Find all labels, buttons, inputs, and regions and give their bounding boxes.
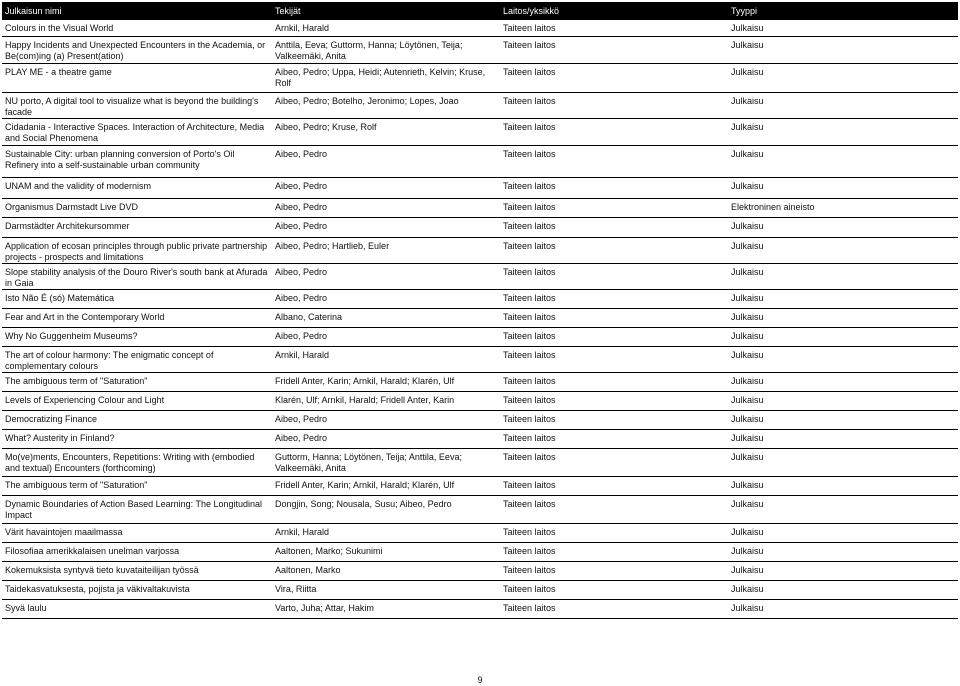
cell-type: Julkaisu [728, 391, 958, 410]
cell-department: Taiteen laitos [500, 263, 728, 289]
cell-department: Taiteen laitos [500, 346, 728, 372]
cell-type: Julkaisu [728, 410, 958, 429]
table-row [2, 145, 958, 177]
cell-authors: Aibeo, Pedro [272, 145, 500, 177]
cell-type: Julkaisu [728, 561, 958, 580]
cell-department: Taiteen laitos [500, 495, 728, 523]
cell-authors: Vira, Riitta [272, 580, 500, 599]
cell-department: Taiteen laitos [500, 145, 728, 177]
cell-authors: Varto, Juha; Attar, Hakim [272, 599, 500, 618]
column-header-type: Tyyppi [728, 2, 958, 20]
cell-department: Taiteen laitos [500, 410, 728, 429]
table-row [2, 580, 958, 599]
cell-department: Taiteen laitos [500, 391, 728, 410]
table-row [2, 308, 958, 327]
cell-authors: Guttorm, Hanna; Löytönen, Teija; Anttila, Eeva; Valkeemäki, Anita [272, 448, 500, 476]
cell-type: Julkaisu [728, 263, 958, 289]
cell-authors: Aibeo, Pedro; Uppa, Heidi; Autenrieth, Kelvin; Kruse, Rolf [272, 63, 500, 92]
column-header-title: Julkaisun nimi [2, 2, 272, 20]
cell-authors: Aaltonen, Marko [272, 561, 500, 580]
cell-title: Cidadania - Interactive Spaces. Interaction of Architecture, Media and Social Phenomena [2, 118, 272, 145]
cell-type: Julkaisu [728, 346, 958, 372]
cell-authors: Arnkil, Harald [272, 523, 500, 542]
column-header-authors: Tekijät [272, 2, 500, 20]
cell-type: Julkaisu [728, 145, 958, 177]
cell-department: Taiteen laitos [500, 177, 728, 198]
cell-title: Levels of Experiencing Colour and Light [2, 391, 272, 410]
table-row [2, 410, 958, 429]
cell-authors: Klarén, Ulf; Arnkil, Harald; Fridell Anter, Karin [272, 391, 500, 410]
cell-department: Taiteen laitos [500, 63, 728, 92]
cell-authors: Aibeo, Pedro [272, 177, 500, 198]
cell-title: Filosofiaa amerikkalaisen unelman varjossa [2, 542, 272, 561]
cell-authors: Aibeo, Pedro [272, 410, 500, 429]
table-row [2, 476, 958, 495]
cell-title: Organismus Darmstadt Live DVD [2, 198, 272, 217]
cell-department: Taiteen laitos [500, 372, 728, 391]
cell-department: Taiteen laitos [500, 476, 728, 495]
table-row [2, 372, 958, 391]
table-row [2, 391, 958, 410]
cell-title: Dynamic Boundaries of Action Based Learning: The Longitudinal Impact [2, 495, 272, 523]
cell-authors: Aibeo, Pedro [272, 217, 500, 237]
cell-authors: Fridell Anter, Karin; Arnkil, Harald; Klarén, Ulf [272, 372, 500, 391]
cell-type: Julkaisu [728, 372, 958, 391]
table-header [2, 2, 958, 20]
cell-authors: Aibeo, Pedro [272, 289, 500, 308]
cell-authors: Aibeo, Pedro; Hartlieb, Euler [272, 237, 500, 263]
cell-title: Mo(ve)ments, Encounters, Repetitions: Writing with (embodied and textual) Encounters (forthcoming) [2, 448, 272, 476]
cell-type: Julkaisu [728, 476, 958, 495]
cell-department: Taiteen laitos [500, 20, 728, 36]
table-row [2, 289, 958, 308]
cell-title: Kokemuksista syntyvä tieto kuvataiteilijan työssä [2, 561, 272, 580]
cell-type: Julkaisu [728, 327, 958, 346]
cell-department: Taiteen laitos [500, 237, 728, 263]
cell-type: Julkaisu [728, 237, 958, 263]
cell-type: Julkaisu [728, 448, 958, 476]
cell-title: What? Austerity in Finland? [2, 429, 272, 448]
table-row [2, 599, 958, 618]
table-row [2, 523, 958, 542]
cell-type: Julkaisu [728, 217, 958, 237]
cell-type: Julkaisu [728, 92, 958, 118]
cell-department: Taiteen laitos [500, 217, 728, 237]
table-row [2, 542, 958, 561]
cell-authors: Aibeo, Pedro; Botelho, Jeronimo; Lopes, Joao [272, 92, 500, 118]
cell-department: Taiteen laitos [500, 542, 728, 561]
cell-department: Taiteen laitos [500, 448, 728, 476]
table-row [2, 20, 958, 36]
cell-title: Democratizing Finance [2, 410, 272, 429]
table-row [2, 263, 958, 289]
cell-department: Taiteen laitos [500, 289, 728, 308]
table-body [2, 20, 958, 618]
cell-department: Taiteen laitos [500, 92, 728, 118]
cell-department: Taiteen laitos [500, 118, 728, 145]
cell-type: Julkaisu [728, 289, 958, 308]
cell-type: Julkaisu [728, 308, 958, 327]
cell-type: Julkaisu [728, 495, 958, 523]
cell-type: Julkaisu [728, 523, 958, 542]
table-row [2, 327, 958, 346]
cell-department: Taiteen laitos [500, 561, 728, 580]
cell-title: Application of ecosan principles through public private partnership projects - prospects and limitations [2, 237, 272, 263]
cell-title: Isto Não É (só) Matemática [2, 289, 272, 308]
cell-type: Julkaisu [728, 63, 958, 92]
cell-type: Julkaisu [728, 542, 958, 561]
cell-authors: Anttila, Eeva; Guttorm, Hanna; Löytönen, Teija; Valkeemäki, Anita [272, 36, 500, 63]
cell-type: Julkaisu [728, 20, 958, 36]
cell-authors: Aibeo, Pedro [272, 263, 500, 289]
cell-type: Julkaisu [728, 118, 958, 145]
cell-authors: Arnkil, Harald [272, 20, 500, 36]
table-row [2, 495, 958, 523]
cell-title: Sustainable City: urban planning conversion of Porto's Oil Refinery into a self-sustainable urban community [2, 145, 272, 177]
cell-department: Taiteen laitos [500, 198, 728, 217]
table-row [2, 198, 958, 217]
table-row [2, 237, 958, 263]
cell-title: Fear and Art in the Contemporary World [2, 308, 272, 327]
cell-authors: Fridell Anter, Karin; Arnkil, Harald; Klarén, Ulf [272, 476, 500, 495]
cell-title: Darmstädter Architekursommer [2, 217, 272, 237]
table-row [2, 429, 958, 448]
table-row [2, 217, 958, 237]
cell-department: Taiteen laitos [500, 308, 728, 327]
cell-title: Taidekasvatuksesta, pojista ja väkivaltakuvista [2, 580, 272, 599]
table-row [2, 92, 958, 118]
cell-type: Julkaisu [728, 36, 958, 63]
cell-type: Julkaisu [728, 177, 958, 198]
cell-title: The ambiguous term of "Saturation" [2, 372, 272, 391]
cell-type: Julkaisu [728, 580, 958, 599]
cell-title: UNAM and the validity of modernism [2, 177, 272, 198]
cell-authors: Aaltonen, Marko; Sukunimi [272, 542, 500, 561]
cell-authors: Arnkil, Harald [272, 346, 500, 372]
cell-title: Syvä laulu [2, 599, 272, 618]
cell-department: Taiteen laitos [500, 327, 728, 346]
cell-authors: Aibeo, Pedro [272, 198, 500, 217]
table-row [2, 63, 958, 92]
cell-authors: Aibeo, Pedro; Kruse, Rolf [272, 118, 500, 145]
cell-authors: Albano, Caterina [272, 308, 500, 327]
cell-department: Taiteen laitos [500, 599, 728, 618]
cell-department: Taiteen laitos [500, 429, 728, 448]
cell-department: Taiteen laitos [500, 523, 728, 542]
cell-type: Elektroninen aineisto [728, 198, 958, 217]
cell-department: Taiteen laitos [500, 580, 728, 599]
cell-authors: Aibeo, Pedro [272, 429, 500, 448]
table-row [2, 118, 958, 145]
cell-authors: Aibeo, Pedro [272, 327, 500, 346]
cell-title: PLAY ME - a theatre game [2, 63, 272, 92]
page-number: 9 [477, 675, 483, 685]
cell-title: NU porto, A digital tool to visualize what is beyond the building's facade [2, 92, 272, 118]
cell-title: The ambiguous term of "Saturation" [2, 476, 272, 495]
cell-title: The art of colour harmony: The enigmatic concept of complementary colours [2, 346, 272, 372]
table-row [2, 177, 958, 198]
table-row [2, 448, 958, 476]
table-row [2, 561, 958, 580]
cell-type: Julkaisu [728, 429, 958, 448]
cell-title: Värit havaintojen maailmassa [2, 523, 272, 542]
cell-authors: Dongjin, Song; Nousala, Susu; Aibeo, Pedro [272, 495, 500, 523]
cell-title: Colours in the Visual World [2, 20, 272, 36]
cell-department: Taiteen laitos [500, 36, 728, 63]
cell-title: Slope stability analysis of the Douro River's south bank at Afurada in Gaia [2, 263, 272, 289]
cell-title: Happy Incidents and Unexpected Encounters in the Academia, or Be(com)ing (a) Present(ation) [2, 36, 272, 63]
column-header-department: Laitos/yksikkö [500, 2, 728, 20]
cell-type: Julkaisu [728, 599, 958, 618]
publications-table [2, 2, 958, 619]
cell-title: Why No Guggenheim Museums? [2, 327, 272, 346]
table-row [2, 36, 958, 63]
table-row [2, 346, 958, 372]
